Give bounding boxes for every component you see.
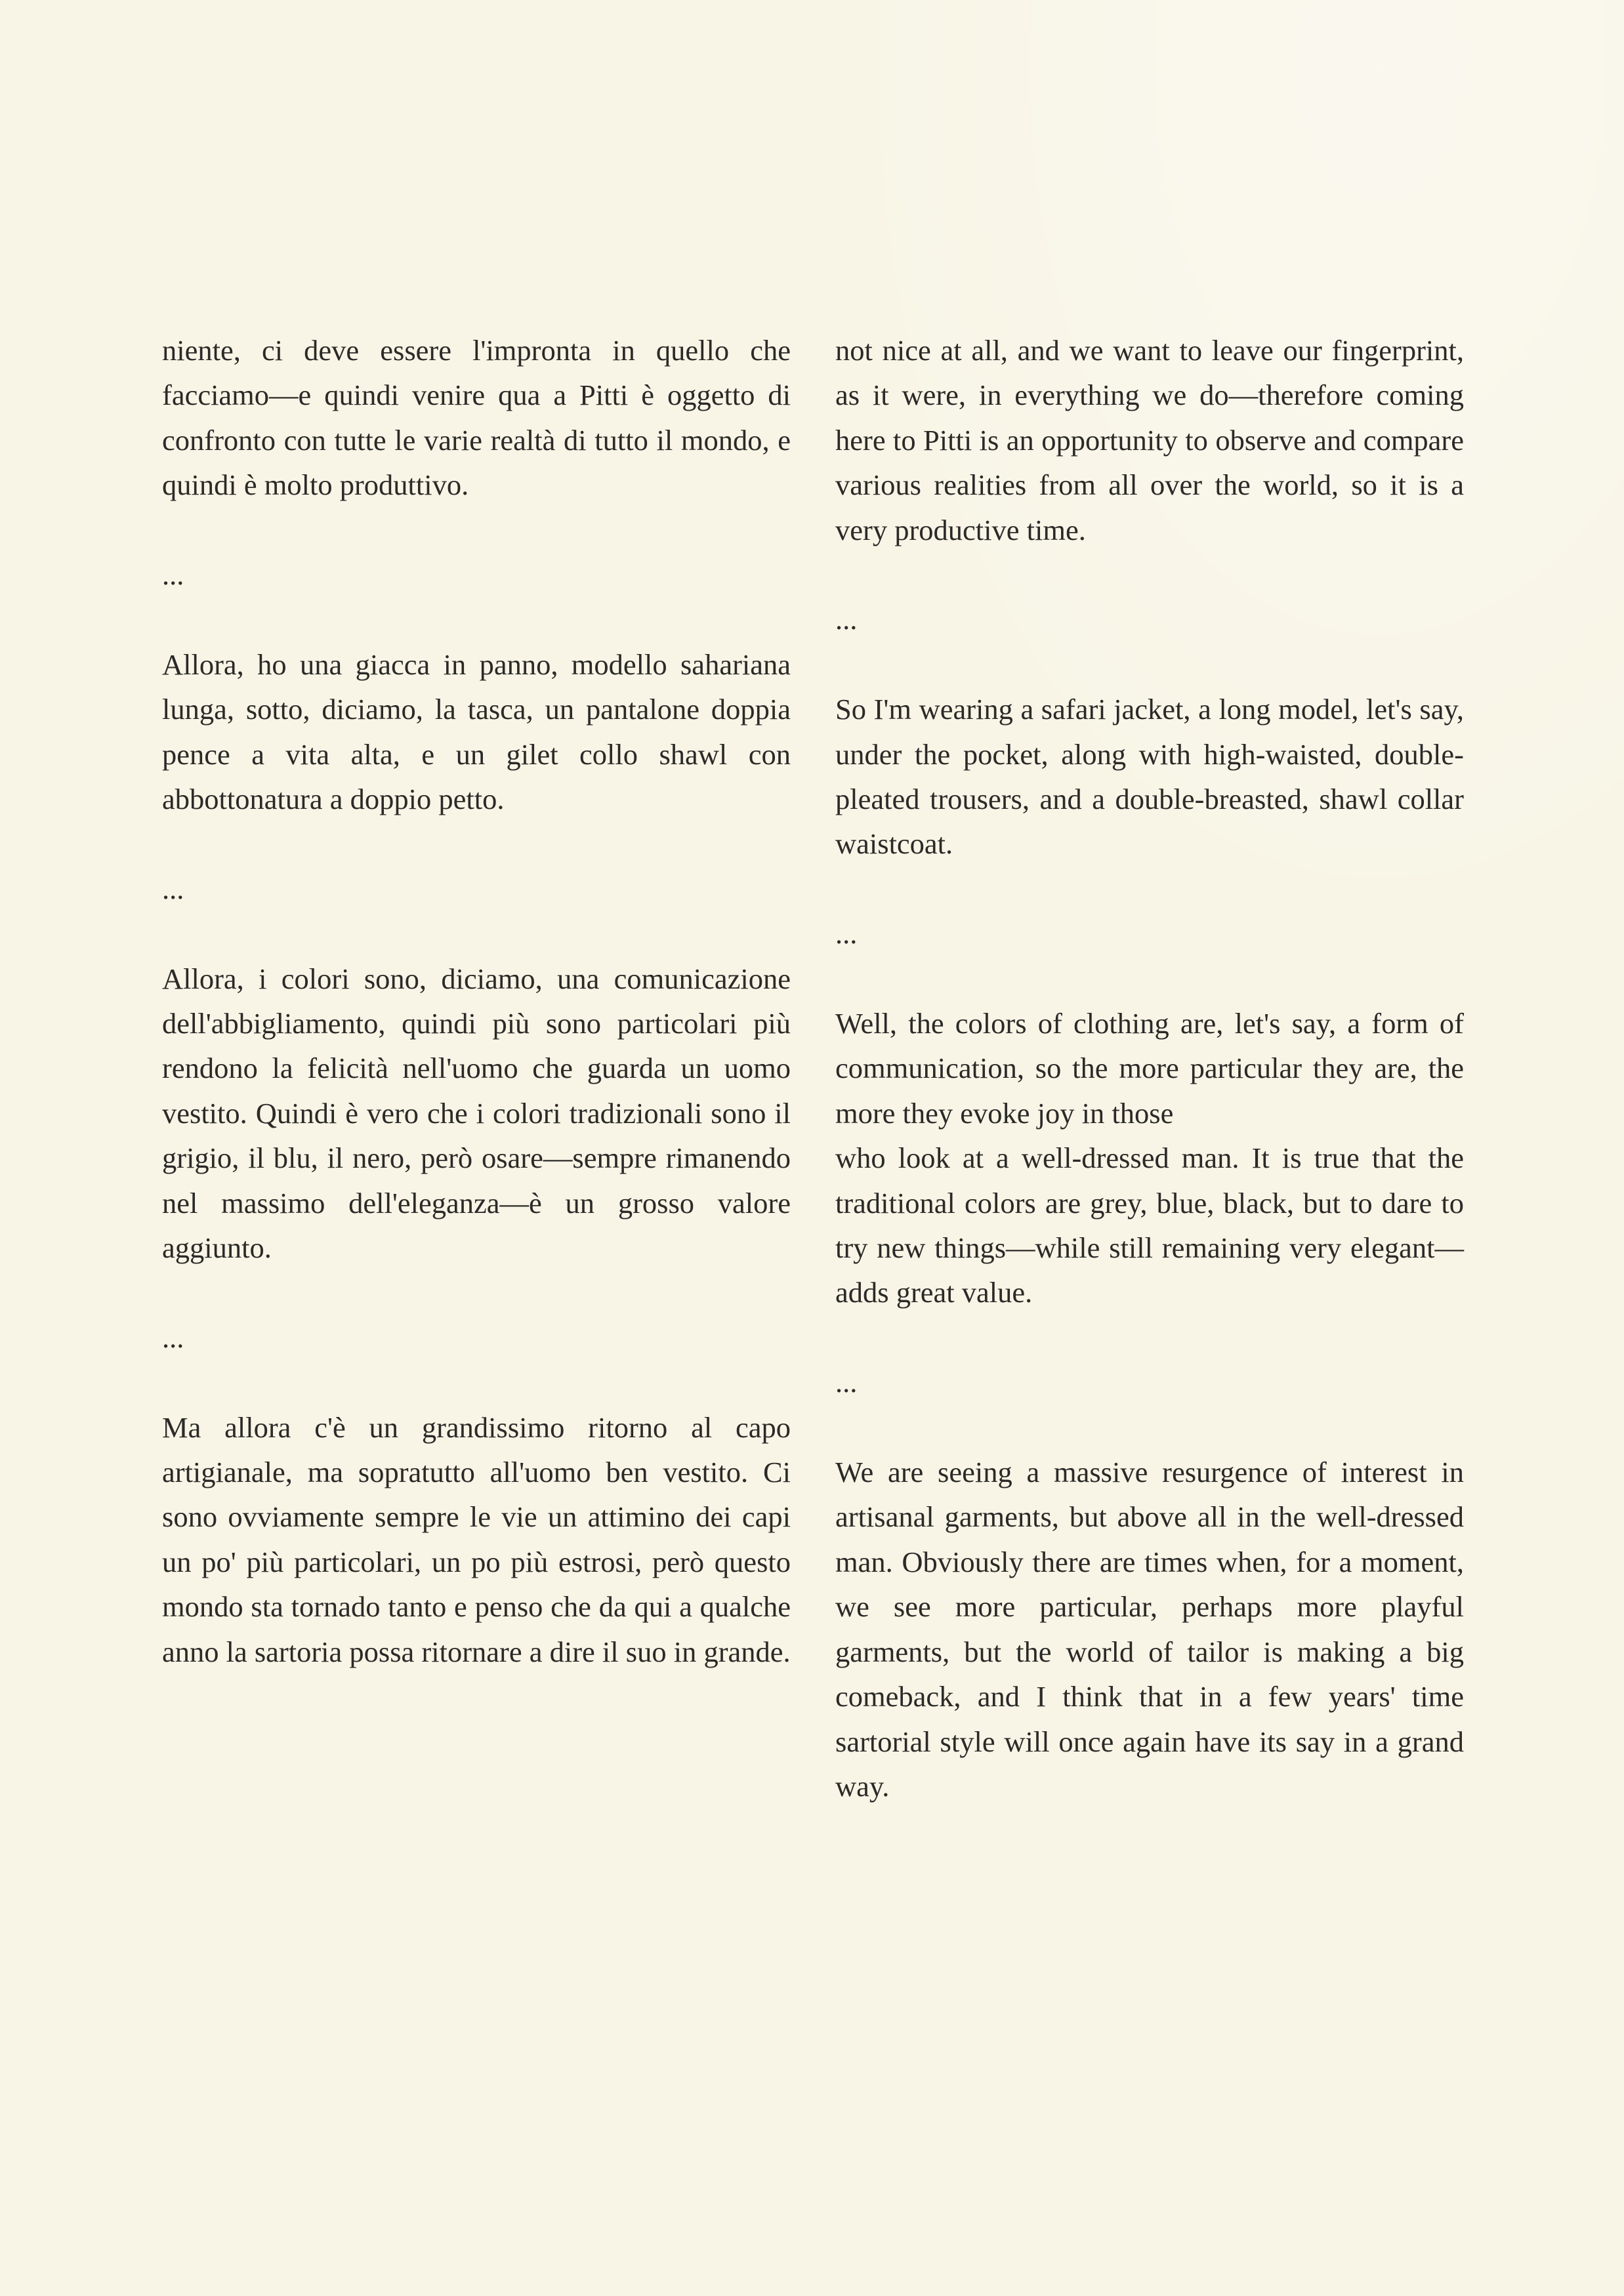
spacer bbox=[835, 552, 1464, 597]
english-separator-2: ... bbox=[835, 917, 858, 951]
italian-separator-3: ... bbox=[162, 1321, 184, 1354]
italian-separator-2: ... bbox=[162, 872, 184, 905]
spacer bbox=[835, 642, 1464, 687]
italian-paragraph-3: Allora, i colori sono, diciamo, una comunicazione dell'abbigliamento, quindi più sono particolari più rendono la felicità nell'uomo che guarda un uomo vestito. Quindi è vero che i colori tradizionali sono il grigio, il blu, il nero, però osare—sempre rimanendo nel massimo dell'eleganza—è un grosso valore aggiunto. bbox=[162, 962, 791, 1265]
english-column bbox=[835, 328, 1464, 1809]
italian-column bbox=[162, 328, 791, 1674]
spacer bbox=[162, 1270, 791, 1315]
spacer bbox=[162, 821, 791, 866]
spacer bbox=[162, 911, 791, 956]
spacer bbox=[162, 508, 791, 552]
english-separator-3: ... bbox=[835, 1366, 858, 1399]
english-paragraph-1: not nice at all, and we want to leave our fingerprint, as it were, in everything we do—therefore coming here to Pitti is an opportunity to observe and compare various realities from all over the world, so it is a very productive time. bbox=[835, 334, 1464, 546]
spacer bbox=[835, 1315, 1464, 1360]
italian-paragraph-2: Allora, ho una giacca in panno, modello sahariana lunga, sotto, diciamo, la tasca, un pantalone doppia pence a vita alta, e un gilet collo shawl con abbottonatura a doppio petto. bbox=[162, 647, 791, 816]
spacer bbox=[162, 1360, 791, 1404]
english-separator-1: ... bbox=[835, 603, 858, 636]
italian-paragraph-4: Ma allora c'è un grandissimo ritorno al capo artigianale, ma sopratutto all'uomo ben vestito. Ci sono ovviamente sempre le vie un attimino dei capi un po' più particolari, un po più estrosi, però questo mondo sta tornado tanto e penso che da qui a qualche anno la sartoria possa ritornare a dire il suo in grande. bbox=[162, 1410, 791, 1668]
english-paragraph-2: So I'm wearing a safari jacket, a long model, let's say, under the pocket, along with high-waisted, double-pleated trousers, and a double-breasted, shawl collar waistcoat. bbox=[835, 693, 1464, 861]
spacer bbox=[835, 1405, 1464, 1450]
spacer bbox=[162, 597, 791, 642]
english-paragraph-4: We are seeing a massive resurgence of interest in artisanal garments, but above all in the well-dressed man. Obviously there are times when, for a moment, we see more particular, perhaps more playful garments, but the world of tailor is making a big comeback, and I think that in a few years' time sartorial style will once again have its say in a grand way. bbox=[835, 1456, 1464, 1803]
english-paragraph-3: Well, the colors of clothing are, let's say, a form of communication, so the more particular they are, the more they evoke joy in those who look at a well-dressed man. It is true that the traditional colors are grey, blue, black, but to dare to try new things—while still remaining very elegant—adds great value. bbox=[835, 1007, 1464, 1309]
italian-separator-1: ... bbox=[162, 558, 184, 592]
italian-paragraph-1: niente, ci deve essere l'impronta in quello che facciamo—e quindi venire qua a Pitti è oggetto di confronto con tutte le varie realtà di tutto il mondo, e quindi è molto produttivo. bbox=[162, 334, 791, 502]
spacer bbox=[835, 867, 1464, 911]
spacer bbox=[835, 956, 1464, 1001]
